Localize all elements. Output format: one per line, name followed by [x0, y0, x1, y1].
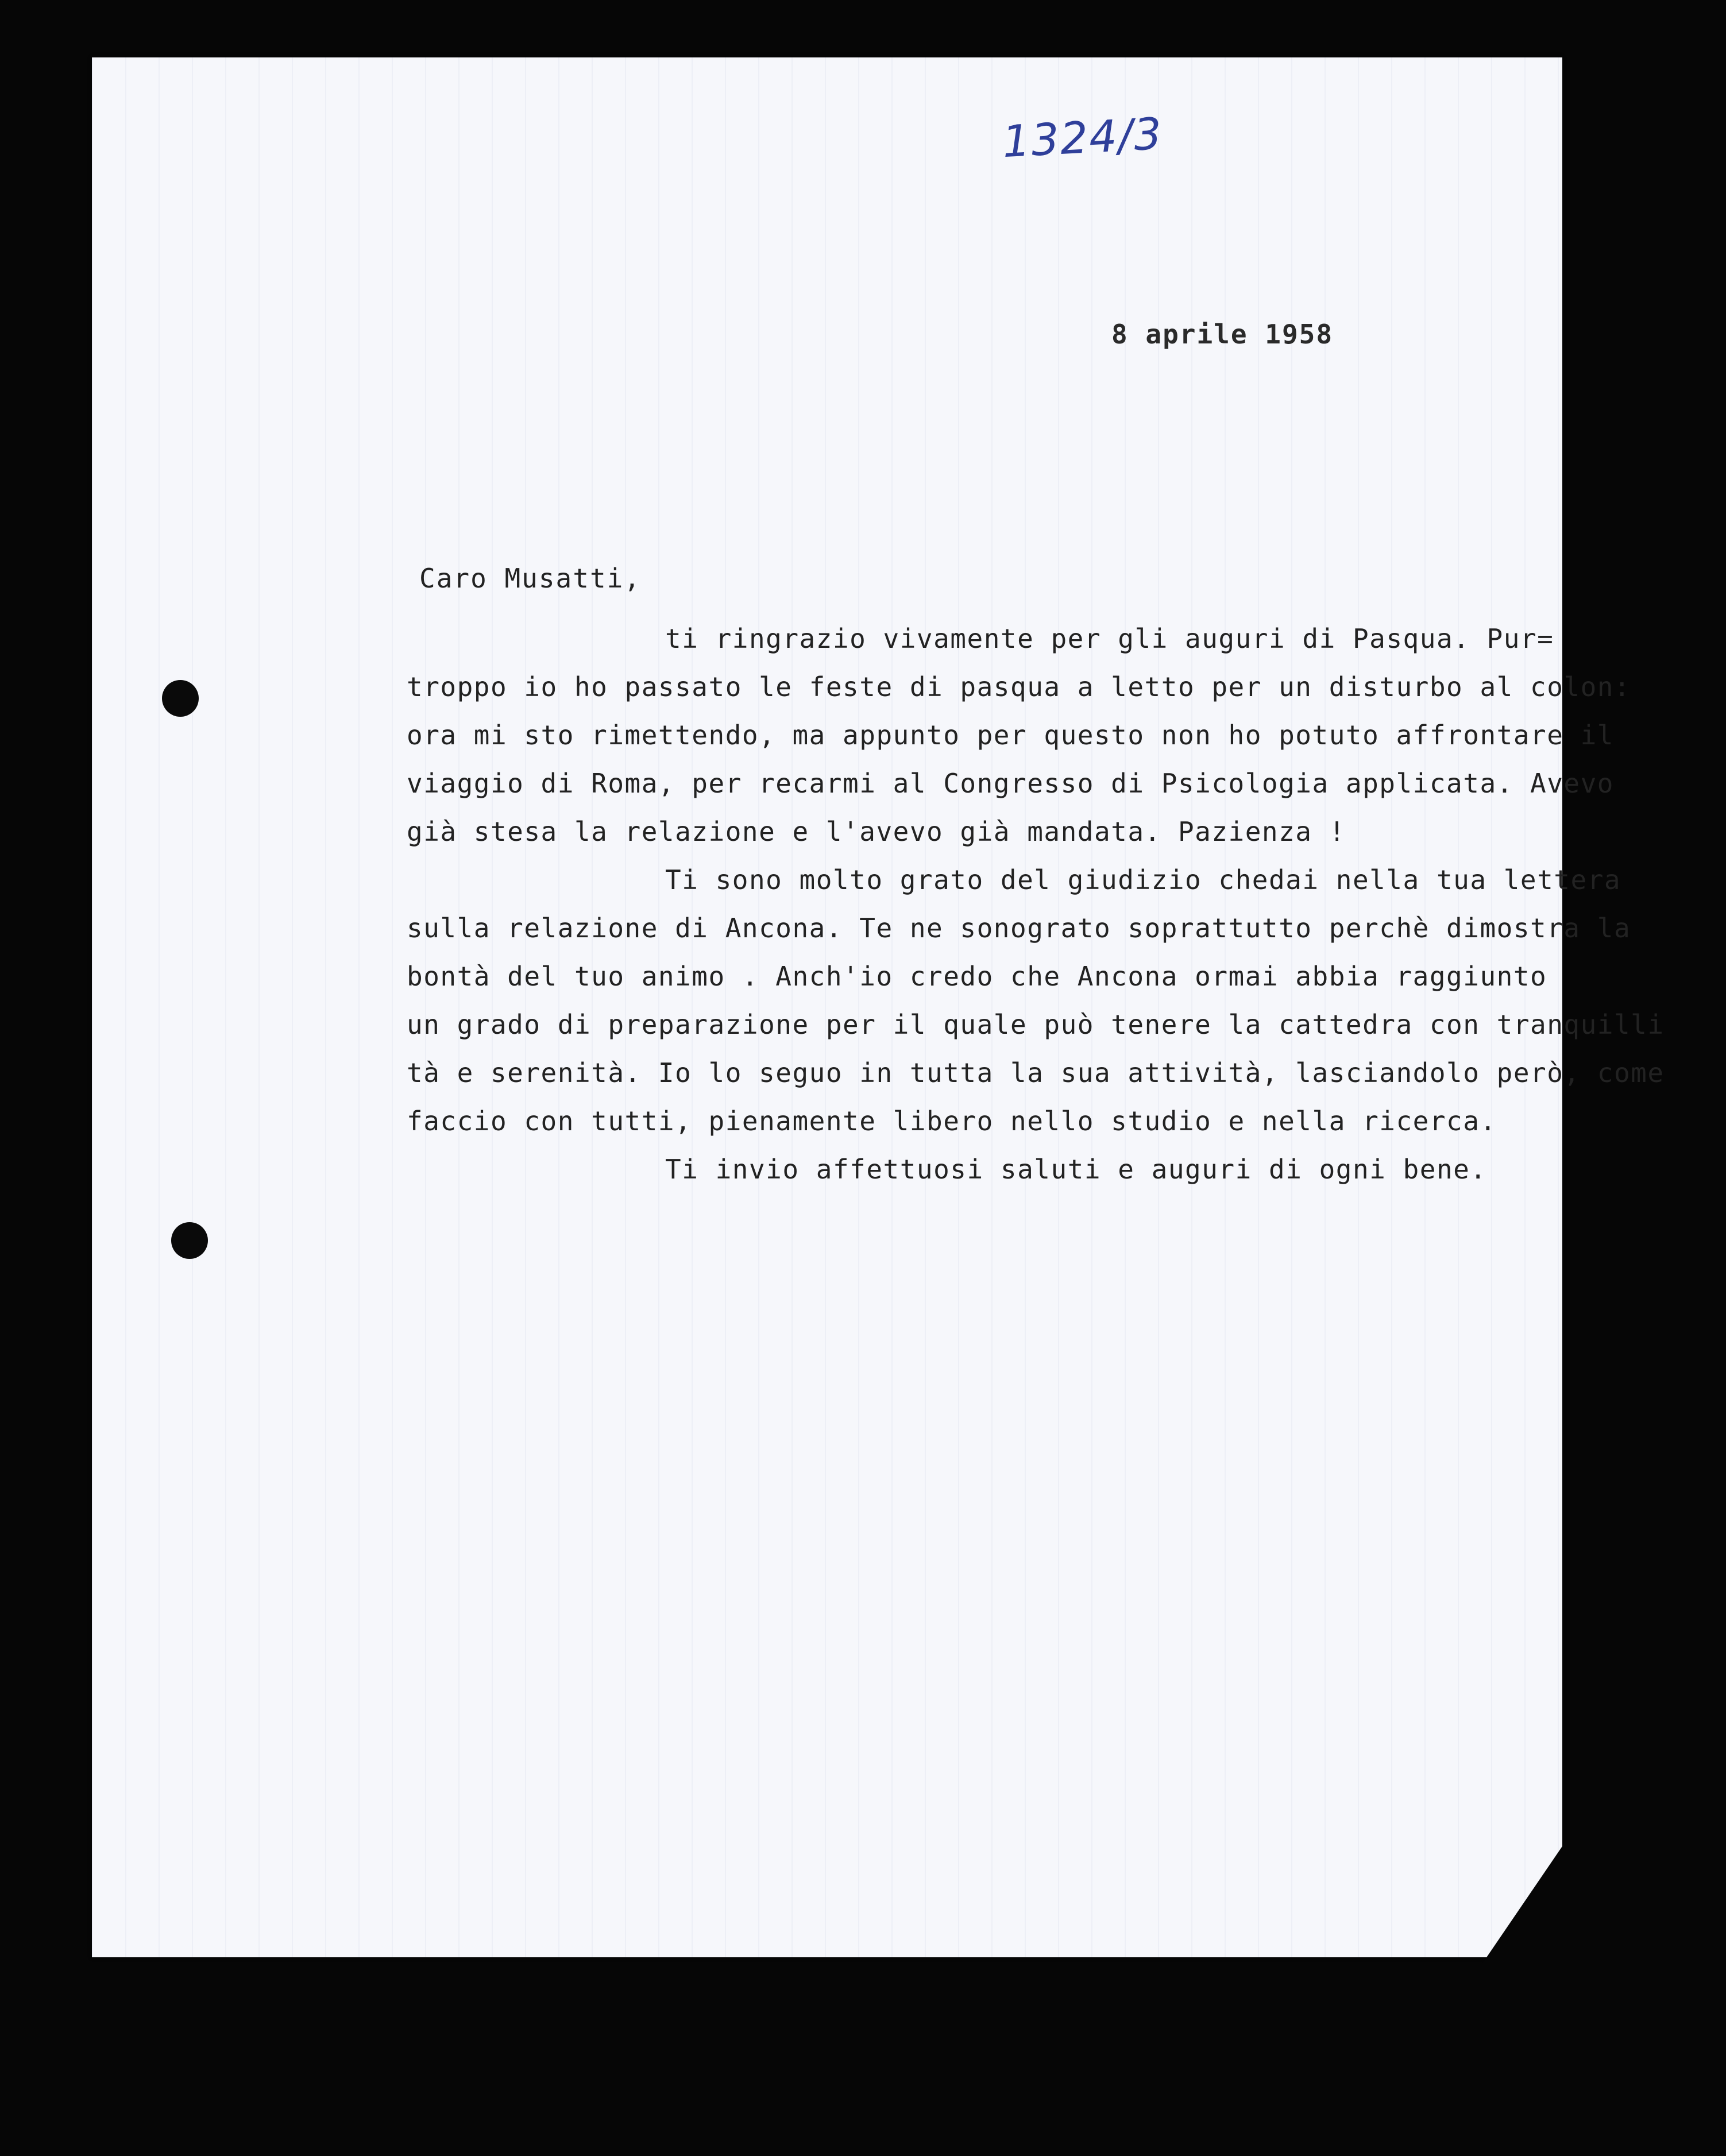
body-line: Ti sono molto grato del giudizio chedai nella tua lettera	[665, 864, 1621, 895]
body-line: ti ringrazio vivamente per gli auguri di Pasqua. Pur=	[665, 623, 1554, 654]
body-line: bontà del tuo animo . Anch'io credo che Ancona ormai abbia raggiunto	[407, 961, 1547, 992]
punch-hole-bottom	[171, 1222, 208, 1259]
punch-hole-top	[162, 680, 199, 717]
salutation: Caro Musatti,	[419, 563, 642, 594]
body-line: tà e serenità. Io lo seguo in tutta la sua attività, lasciandolo però, come	[407, 1057, 1665, 1088]
body-line: sulla relazione di Ancona. Te ne sonograto soprattutto perchè dimostra la	[407, 913, 1631, 944]
body-line: faccio con tutti, pienamente libero nello studio e nella ricerca.	[407, 1106, 1497, 1137]
body-line: troppo io ho passato le feste di pasqua a letto per un disturbo al colon:	[407, 671, 1631, 702]
body-line: Ti invio affettuosi saluti e auguri di ogni bene.	[665, 1154, 1487, 1185]
letter-date: 8 aprile 1958	[1111, 319, 1334, 350]
handwritten-archive-number: 1324/3	[1001, 107, 1164, 168]
body-line: viaggio di Roma, per recarmi al Congresso di Psicologia applicata. Avevo	[407, 768, 1614, 799]
body-line: ora mi sto rimettendo, ma appunto per questo non ho potuto affrontare il	[407, 720, 1614, 751]
body-line: un grado di preparazione per il quale può tenere la cattedra con tranquilli	[407, 1009, 1665, 1040]
body-line: già stesa la relazione e l'avevo già mandata. Pazienza !	[407, 816, 1346, 847]
letter-body	[407, 615, 1665, 1193]
